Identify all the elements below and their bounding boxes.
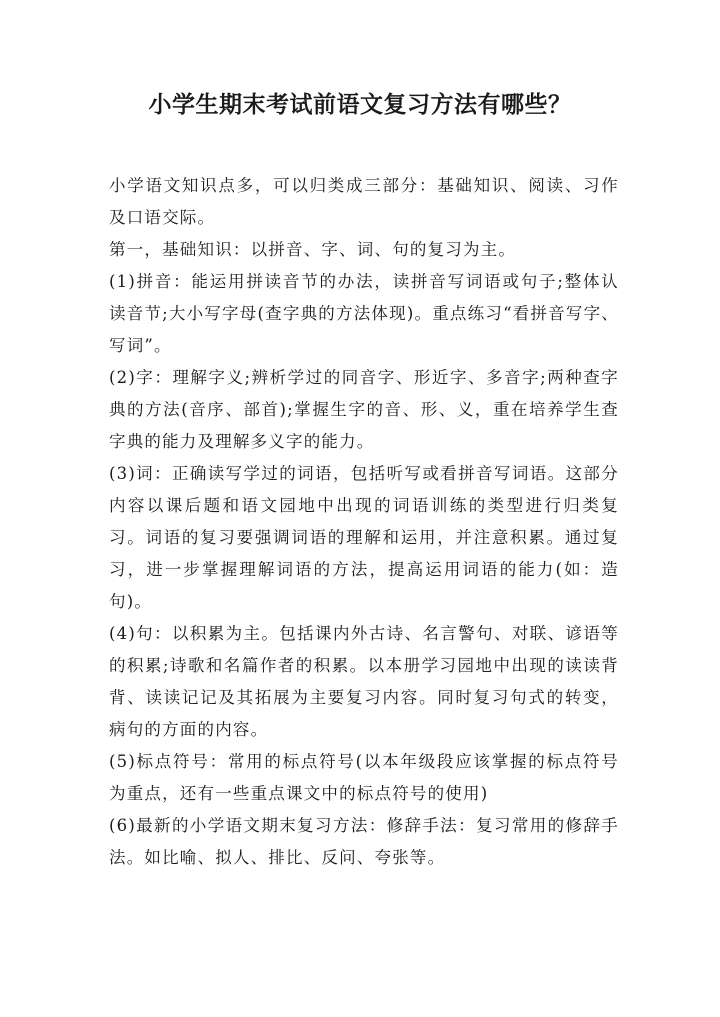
paragraph-sentences: (4)句：以积累为主。包括课内外古诗、名言警句、对联、谚语等的积累;诗歌和名篇作者的积累。以本册学习园地中出现的读读背背、读读记记及其拓展为主要复习内容。同时复习句式的转变，病句的方面的内容。 bbox=[109, 624, 619, 739]
paragraph-pinyin: (1)拼音：能运用拼读音节的办法，读拼音写词语或句子;整体认读音节;大小写字母(查字典的方法体现)。重点练习“看拼音写字、写词”。 bbox=[109, 272, 619, 355]
paragraph-section-1: 第一，基础知识：以拼音、字、词、句的复习为主。 bbox=[109, 240, 517, 259]
paragraph-rhetoric: (6)最新的小学语文期末复习方法：修辞手法：复习常用的修辞手法。如比喻、拟人、排比、反问、夸张等。 bbox=[109, 816, 619, 867]
paragraph-characters: (2)字：理解字义;辨析学过的同音字、形近字、多音字;两种查字典的方法(音序、部首);掌握生字的音、形、义，重在培养学生查字典的能力及理解多义字的能力。 bbox=[109, 368, 619, 451]
paragraph-intro: 小学语文知识点多，可以归类成三部分：基础知识、阅读、习作及口语交际。 bbox=[109, 176, 619, 227]
paragraph-punctuation: (5)标点符号：常用的标点符号(以本年级段应该掌握的标点符号为重点，还有一些重点课文中的标点符号的使用) bbox=[109, 752, 619, 803]
document-body bbox=[109, 170, 619, 874]
paragraph-words: (3)词：正确读写学过的词语，包括听写或看拼音写词语。这部分内容以课后题和语文园地中出现的词语训练的类型进行归类复习。词语的复习要强调词语的理解和运用，并注意积累。通过复习，进一步掌握理解词语的方法，提高运用词语的能力(如：造句)。 bbox=[109, 464, 619, 611]
document-title: 小学生期末考试前语文复习方法有哪些？ bbox=[148, 91, 572, 118]
